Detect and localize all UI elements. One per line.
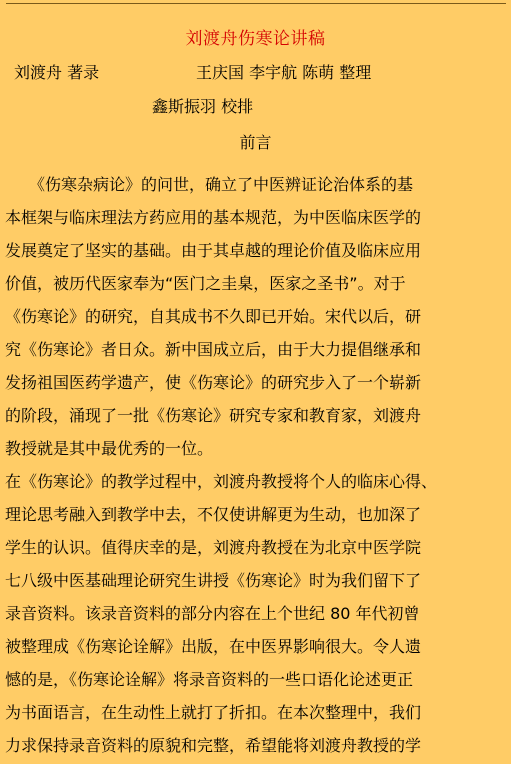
body-line: 的阶段，涌现了一批《伤寒论》研究专家和教育家，刘渡舟 (5, 406, 422, 425)
body-line: 被整理成《伤寒论诠解》出版，在中医界影响很大。令人遗 (5, 637, 422, 656)
body-line: 究《伤寒论》者日众。新中国成立后，由于大力提倡继承和 (5, 340, 422, 359)
body-line: 录音资料。该录音资料的部分内容在上个世纪 80 年代初曾 (5, 604, 420, 623)
body-line: 理论思考融入到教学中去，不仅使讲解更为生动，也加深了 (5, 505, 422, 524)
body-line: 憾的是，《伤寒论诠解》将录音资料的一些口语化论述更正 (5, 670, 414, 689)
author-credit: 刘渡舟 著录 (14, 63, 100, 82)
proofreader-credit: 鑫斯振羽 校排 (152, 97, 254, 116)
body-line: 本框架与临床理法方药应用的基本规范，为中医临床医学的 (5, 208, 422, 227)
section-heading: 前言 (239, 133, 272, 152)
body-line: 发展奠定了坚实的基础。由于其卓越的理论价值及临床应用 (5, 241, 422, 260)
body-line: 为书面语言，在生动性上就打了折扣。在本次整理中，我们 (5, 703, 422, 722)
body-text (5, 168, 505, 762)
top-divider (6, 3, 506, 4)
body-line: 发扬祖国医药学遗产，使《伤寒论》的研究步入了一个崭新 (5, 373, 422, 392)
body-line: 在《伤寒论》的教学过程中，刘渡舟教授将个人的临床心得、 (5, 472, 438, 491)
document-title: 刘渡舟伤寒论讲稿 (185, 29, 326, 49)
body-line: 教授就是其中最优秀的一位。 (5, 439, 214, 458)
body-line: 七八级中医基础理论研究生讲授《伤寒论》时为我们留下了 (5, 571, 422, 590)
body-line: 价值，被历代医家奉为“医门之圭臬，医家之圣书”。对于 (5, 274, 406, 293)
body-line: 《伤寒论》的研究，自其成书不久即已开始。宋代以后，研 (5, 307, 422, 326)
body-line: 《伤寒杂病论》的问世，确立了中医辨证论治体系的基 (5, 175, 414, 194)
body-line: 力求保持录音资料的原貌和完整，希望能将刘渡舟教授的学 (5, 736, 422, 755)
organizers-credit: 王庆国 李宇航 陈萌 整理 (196, 63, 372, 82)
body-line: 学生的认识。值得庆幸的是，刘渡舟教授在为北京中医学院 (5, 538, 422, 557)
